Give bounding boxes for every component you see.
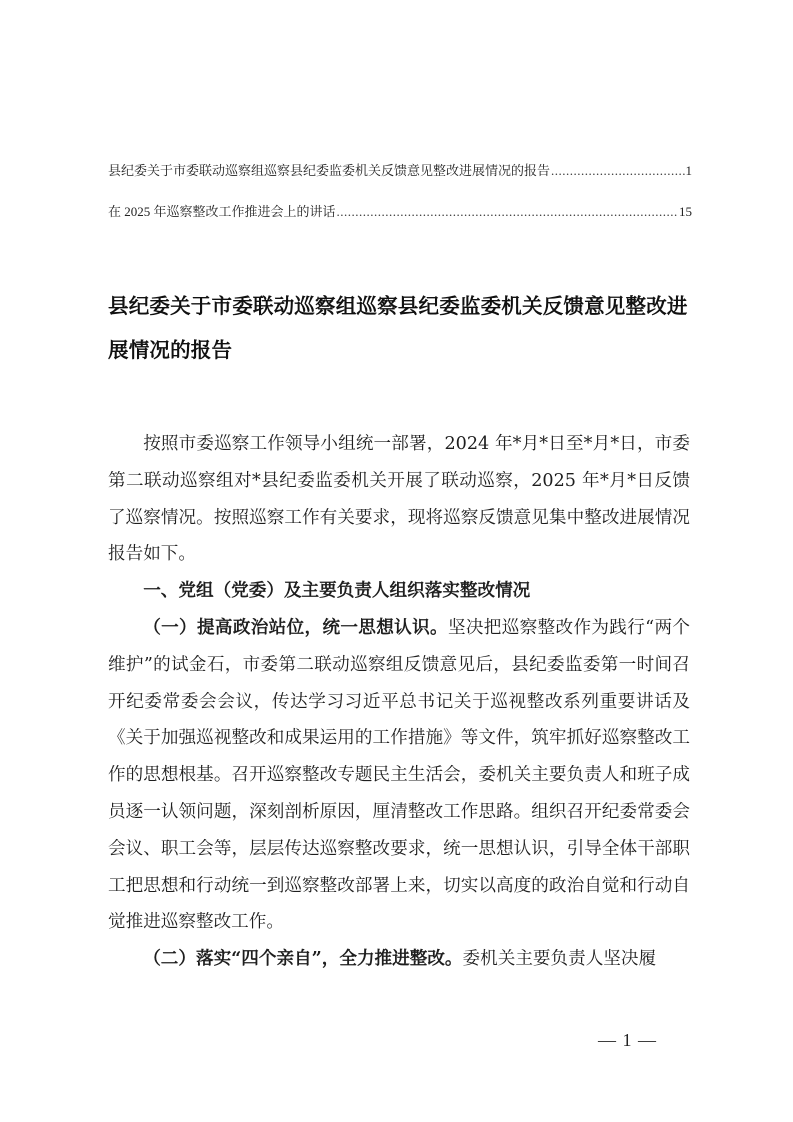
toc-dot-leader <box>337 204 678 220</box>
toc-entry-title: 县纪委关于市委联动巡察组巡察县纪委监委机关反馈意见整改进展情况的报告 <box>108 163 551 178</box>
toc-dot-leader <box>551 163 684 179</box>
toc-entry-title: 在 2025 年巡察整改工作推进会上的讲话 <box>108 204 336 219</box>
body-paragraph <box>108 941 690 978</box>
paragraph-text: 坚决把巡察整改作为践行“两个维护”的试金石，市委第二联动巡察组反馈意见后，县纪委监委第一时间召开纪委常委会会议，传达学习习近平总书记关于巡视整改系列重要讲话及《关于加强巡视整改和成果运用的工作措施》等文件，筑牢抓好巡察整改工作的思想根基。召开巡察整改专题民主生活会，委机关主要负责人和班子成员逐一认领问题，深刻剖析原因，厘清整改工作思路。组织召开纪委常委会会议、职工会等，层层传达巡察整改要求，统一思想认识，引导全体干部职工把思想和行动统一到巡察整改部署上来，切实以高度的政治自觉和行动自觉推进巡察整改工作。 <box>108 617 690 933</box>
section-heading: 一、党组（党委）及主要负责人组织落实整改情况 <box>143 581 531 602</box>
intro-paragraph: 按照市委巡察工作领导小组统一部署，2024 年*月*日至*月*日，市委第二联动巡察组对*县纪委监委机关开展了联动巡察，2025 年*月*日反馈了巡察情况。按照巡察工作有关要求，现将巡察反馈意见集中整改进展情况报告如下。 <box>108 434 690 565</box>
paragraph-text: 委机关主要负责人坚决履 <box>462 949 657 970</box>
table-of-contents <box>108 160 692 242</box>
paragraph-lead: （二）落实“四个亲自”，全力推进整改。 <box>143 948 463 970</box>
page-number: — 1 — <box>598 1030 657 1050</box>
toc-entry[interactable] <box>108 201 692 242</box>
paragraph-lead: （一）提高政治站位，统一思想认识。 <box>143 616 448 638</box>
toc-entry-page: 1 <box>685 163 692 178</box>
body-paragraph <box>108 610 690 941</box>
toc-entry[interactable] <box>108 160 692 201</box>
toc-entry-page: 15 <box>679 204 692 219</box>
document-body <box>108 426 690 978</box>
document-title: 县纪委关于市委联动巡察组巡察县纪委监委机关反馈意见整改进展情况的报告 <box>108 294 688 362</box>
